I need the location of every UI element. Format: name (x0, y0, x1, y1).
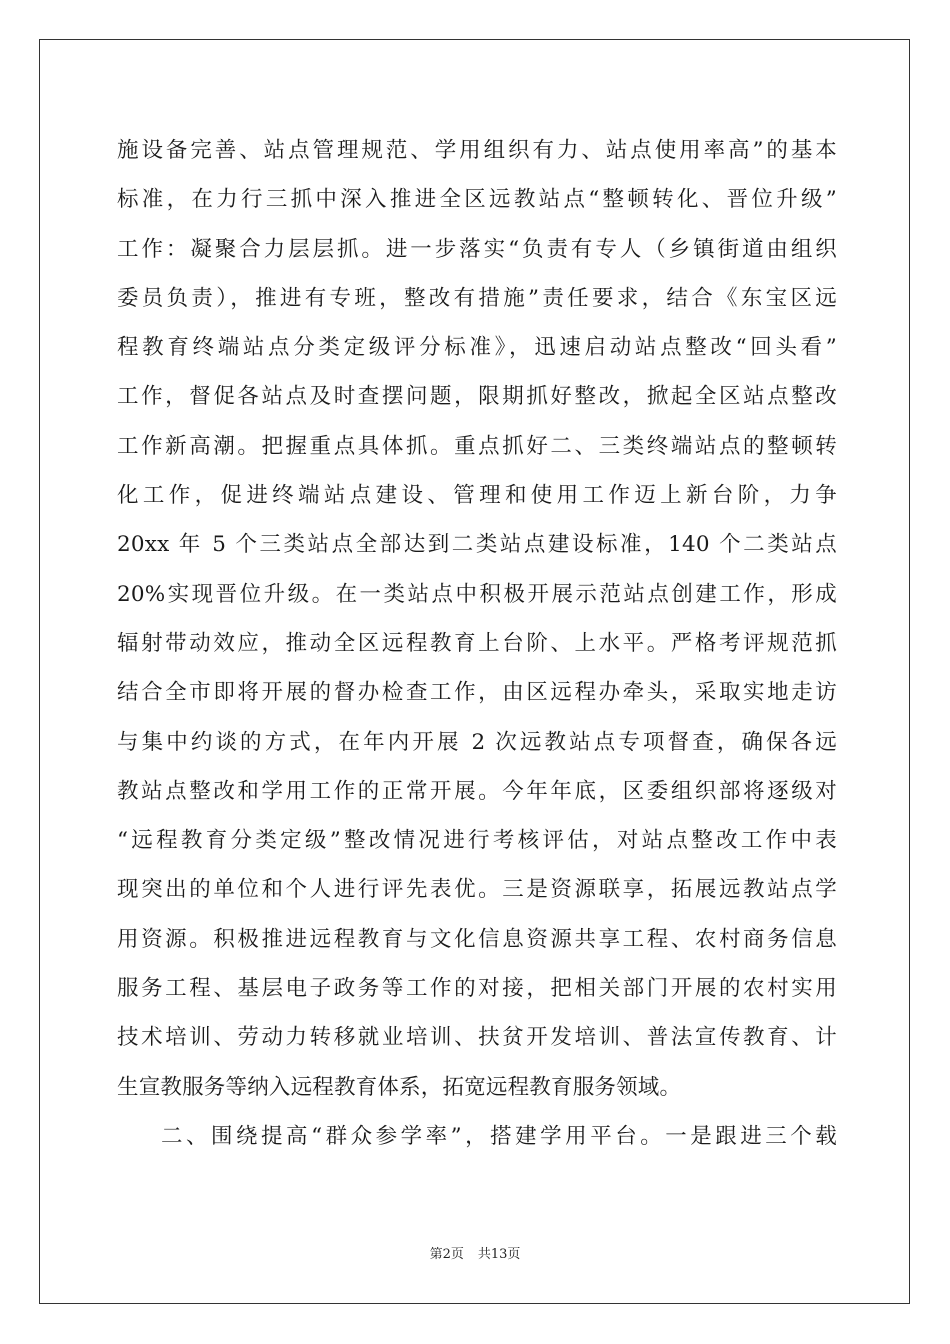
text-line: 委员负责），推进有专班，整改有措施”责任要求，结合《东宝区远 (117, 285, 837, 311)
text-line: 施设备完善、站点管理规范、学用组织有力、站点使用率高”的基本 (117, 138, 837, 163)
text-line: 现突出的单位和个人进行评先表优。三是资源联享，拓展远教站点学 (117, 877, 837, 903)
text-line: 工作：凝聚合力层层抓。进一步落实“负责有专人（乡镇街道由组织 (117, 236, 837, 262)
text-line: 工作，督促各站点及时查摆问题，限期抓好整改，掀起全区站点整改 (117, 384, 837, 410)
text-line: 程教育终端站点分类定级评分标准》，迅速启动站点整改“回头看” (117, 335, 837, 361)
text-line: 教站点整改和学用工作的正常开展。今年年底，区委组织部将逐级对 (117, 778, 837, 804)
text-line: 用资源。积极推进远程教育与文化信息资源共享工程、农村商务信息 (117, 926, 837, 952)
page-footer (0, 1243, 950, 1262)
text-line: “远程教育分类定级”整改情况进行考核评估，对站点整改工作中表 (117, 828, 837, 854)
text-line: 20%实现晋位升级。在一类站点中积极开展示范站点创建工作，形成 (117, 581, 837, 607)
text-line: 标准，在力行三抓中深入推进全区远教站点“整顿转化、晋位升级” (117, 187, 837, 213)
page-number: 第2页 (429, 1247, 464, 1262)
document-body (117, 128, 837, 1163)
text-line: 结合全市即将开展的督办检查工作，由区远程办牵头，采取实地走访 (117, 680, 837, 706)
text-line: 辐射带动效应，推动全区远程教育上台阶、上水平。严格考评规范抓 (117, 630, 837, 656)
text-line: 生宣教服务等纳入远程教育体系，拓宽远程教育服务领域。 (117, 1074, 682, 1100)
text-line: 与集中约谈的方式，在年内开展 2 次远教站点专项督查，确保各远 (117, 729, 837, 755)
total-pages: 共13页 (477, 1247, 521, 1262)
text-line: 技术培训、劳动力转移就业培训、扶贫开发培训、普法宣传教育、计 (117, 1025, 837, 1051)
paragraph-heading-line: 二、围绕提高“群众参学率”，搭建学用平台。一是跟进三个载 (161, 1123, 837, 1149)
text-line: 20xx 年 5 个三类站点全部达到二类站点建设标准，140 个二类站点 (117, 532, 837, 558)
text-line: 服务工程、基层电子政务等工作的对接，把相关部门开展的农村实用 (117, 976, 837, 1002)
text-line: 工作新高潮。把握重点具体抓。重点抓好二、三类终端站点的整顿转 (117, 433, 837, 459)
text-line: 化工作，促进终端站点建设、管理和使用工作迈上新台阶，力争 (117, 483, 837, 509)
